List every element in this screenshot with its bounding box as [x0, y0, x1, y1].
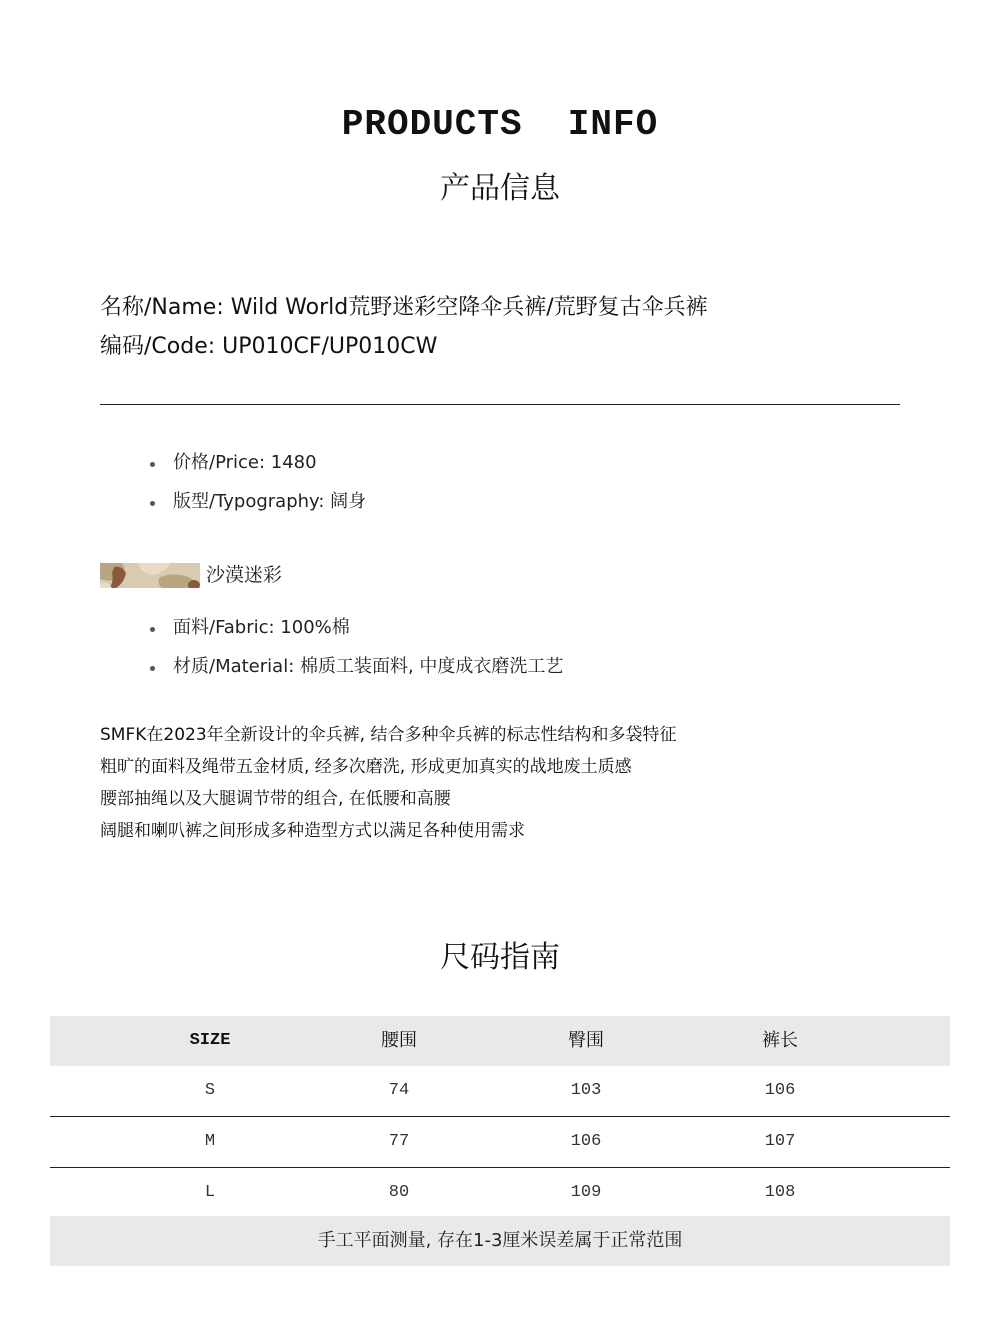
bullet-icon: [150, 501, 155, 506]
column-header-length: 裤长: [762, 1030, 798, 1051]
description-line: 粗旷的面料及绳带五金材质, 经多次磨洗, 形成更加真实的战地废土质感: [100, 757, 632, 777]
list-item: [150, 617, 563, 656]
description-line: 阔腿和喇叭裤之间形成多种造型方式以满足各种使用需求: [100, 821, 525, 841]
size-cell: M: [204, 1132, 216, 1151]
waist-cell: 80: [388, 1183, 410, 1202]
section-divider: [100, 404, 900, 405]
hip-cell: 109: [570, 1183, 602, 1202]
size-table: [50, 1016, 950, 1218]
bullet-icon: [150, 666, 155, 671]
bullet-icon: [150, 462, 155, 467]
spec-price: 价格/Price: 1480: [173, 452, 317, 473]
camo-swatch-image: [100, 563, 200, 588]
column-header-waist: 腰围: [381, 1030, 417, 1051]
table-header-row: [50, 1016, 950, 1066]
measurement-note: 手工平面测量, 存在1-3厘米误差属于正常范围: [50, 1216, 950, 1266]
fabric-list: [150, 617, 563, 695]
table-row: [50, 1117, 950, 1168]
column-header-hip: 臀围: [568, 1030, 604, 1051]
product-description: [100, 722, 676, 850]
bullet-icon: [150, 627, 155, 632]
size-cell: L: [204, 1183, 216, 1202]
size-cell: S: [204, 1081, 216, 1100]
waist-cell: 77: [388, 1132, 410, 1151]
list-item: [150, 491, 366, 530]
column-header-size: SIZE: [189, 1031, 231, 1050]
length-cell: 108: [764, 1183, 796, 1202]
spec-fabric: 面料/Fabric: 100%棉: [173, 617, 350, 638]
table-row: [50, 1168, 950, 1218]
spec-material: 材质/Material: 棉质工装面料, 中度成衣磨洗工艺: [173, 656, 564, 677]
product-code: 编码/Code: UP010CF/UP010CW: [100, 334, 438, 359]
description-line: 腰部抽绳以及大腿调节带的组合, 在低腰和高腰: [100, 789, 451, 809]
description-line: SMFK在2023年全新设计的伞兵裤, 结合多种伞兵裤的标志性结构和多袋特征: [100, 725, 677, 745]
list-item: [150, 452, 366, 491]
table-row: [50, 1066, 950, 1117]
hip-cell: 106: [570, 1132, 602, 1151]
hip-cell: 103: [570, 1081, 602, 1100]
size-guide-title: 尺码指南: [440, 940, 560, 975]
length-cell: 107: [764, 1132, 796, 1151]
product-name: 名称/Name: Wild World荒野迷彩空降伞兵裤/荒野复古伞兵裤: [100, 295, 708, 320]
spec-fit: 版型/Typography: 阔身: [173, 491, 367, 512]
page-title-en: PRODUCTS INFO: [341, 104, 659, 145]
length-cell: 106: [764, 1081, 796, 1100]
list-item: [150, 656, 563, 695]
page-title-cn: 产品信息: [440, 171, 560, 206]
variant-label: 沙漠迷彩: [206, 564, 283, 586]
waist-cell: 74: [388, 1081, 410, 1100]
spec-list: [150, 452, 366, 530]
